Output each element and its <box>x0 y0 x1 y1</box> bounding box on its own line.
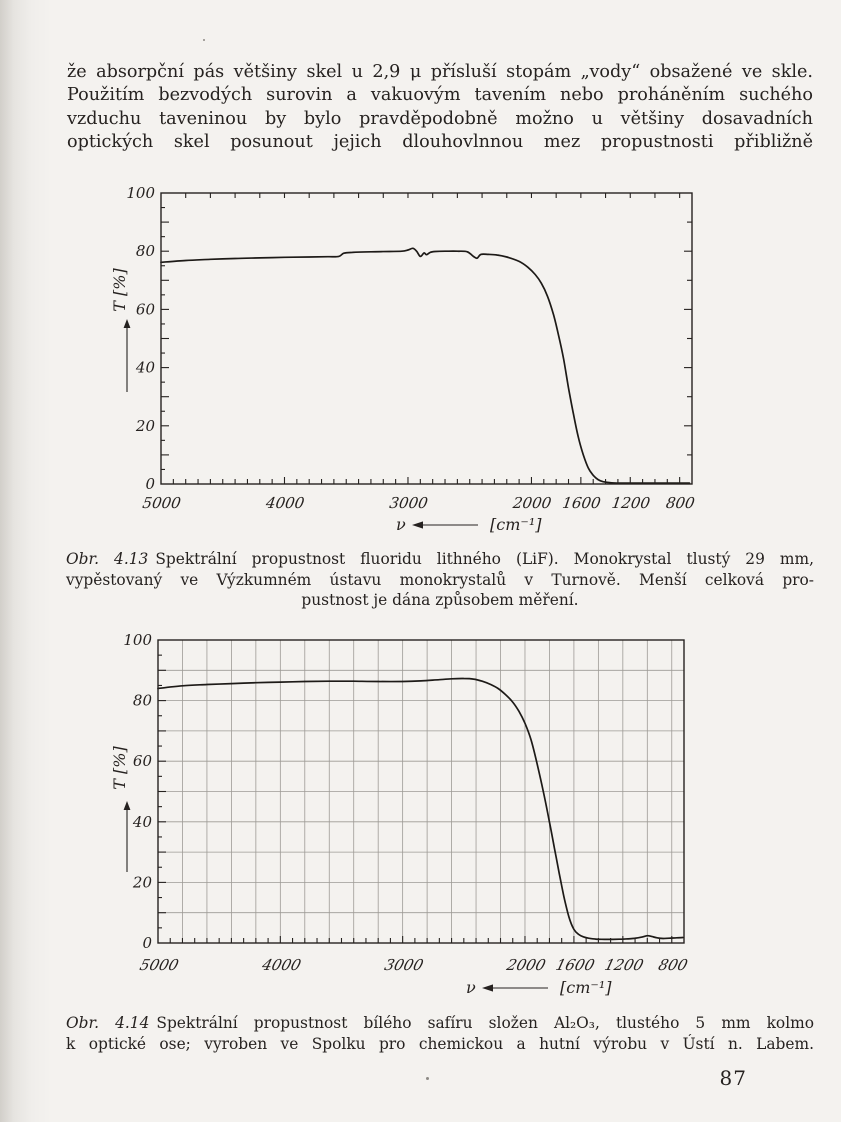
y-tick-label: 40 <box>135 358 155 377</box>
figure-4-13-caption <box>66 549 814 611</box>
x-tick-labels <box>141 494 696 512</box>
plot-frame <box>161 193 692 484</box>
x-tick-label: 1600 <box>553 956 597 974</box>
y-tick-label: 80 <box>132 691 152 710</box>
figure-4-14-chart <box>95 625 735 1007</box>
figure-label: Obr. 4.13 <box>66 550 149 568</box>
unit-label: [cm⁻¹] <box>560 978 612 997</box>
y-tick-label: 20 <box>132 873 152 892</box>
left-arrow-head-icon <box>482 984 493 991</box>
body-paragraph <box>67 61 813 155</box>
y-tick-label: 0 <box>142 934 152 952</box>
x-tick-label: 800 <box>656 956 690 974</box>
y-tick-label: 40 <box>132 812 152 831</box>
caption-line <box>66 549 814 570</box>
unit-label: [cm⁻¹] <box>490 515 542 534</box>
figure-label: Obr. 4.14 <box>66 1014 150 1032</box>
x-axis-title <box>396 515 542 534</box>
x-tick-label: 5000 <box>141 494 183 512</box>
y-axis-title <box>110 268 130 392</box>
grid <box>158 640 684 943</box>
curve-chart2 <box>158 678 683 939</box>
page-spine-shadow <box>0 0 52 1122</box>
figure-4-14-caption <box>66 1013 814 1054</box>
nu-label: ν <box>396 515 406 534</box>
left-arrow-head-icon <box>412 521 423 528</box>
series-curve <box>158 678 683 939</box>
x-tick-label: 4000 <box>260 956 303 974</box>
paragraph-line: vzduchu taveninou by bylo pravděpodobně možno u většiny dosavadních <box>67 108 813 129</box>
x-tick-label: 2000 <box>511 494 553 512</box>
axis-ticks <box>161 193 692 484</box>
paragraph-line: optických skel posunout jejich dlouhovlnnou mez propustnosti přibližně <box>67 132 813 153</box>
y-tick-label: 60 <box>132 752 152 771</box>
y-axis-label: T [%] <box>110 746 129 790</box>
x-tick-label: 4000 <box>264 494 306 512</box>
up-arrow-head-icon <box>124 801 131 810</box>
nu-label: ν <box>466 978 476 997</box>
x-tick-label: 2000 <box>504 956 548 974</box>
y-tick-label: 0 <box>145 475 155 493</box>
series-curve <box>161 248 690 483</box>
x-tick-label: 5000 <box>137 956 181 974</box>
x-tick-label: 3000 <box>382 956 426 974</box>
caption-line: vypěstovaný ve Výzkumném ústavu monokrystalů v Turnově. Menší celková pro- <box>66 570 814 589</box>
scan-artifact <box>203 39 205 41</box>
y-tick-label: 100 <box>126 184 155 202</box>
y-tick-label: 60 <box>135 300 155 319</box>
x-tick-label: 3000 <box>388 494 430 512</box>
paragraph-line: že absorpční pás většiny skel u 2,9 μ přísluší stopám „vody“ obsažené ve skle. <box>67 62 813 82</box>
y-tick-label: 80 <box>135 242 155 261</box>
y-tick-label: 100 <box>123 631 152 649</box>
caption-line: pustnost je dána způsobem měření. <box>301 591 579 610</box>
y-tick-labels <box>123 631 152 952</box>
up-arrow-head-icon <box>124 319 131 328</box>
x-tick-label: 1600 <box>561 494 602 512</box>
x-tick-label: 1200 <box>602 956 646 974</box>
caption-line <box>66 1013 814 1034</box>
y-tick-label: 20 <box>135 416 155 435</box>
x-tick-labels <box>138 956 690 974</box>
x-axis-title <box>466 978 612 997</box>
y-tick-labels <box>126 184 155 493</box>
x-tick-label: 800 <box>664 494 696 512</box>
curve-chart1 <box>161 248 690 483</box>
paragraph-line: Použitím bezvodých surovin a vakuovým tavením nebo proháněním suchého <box>67 85 813 106</box>
caption-text: Spektrální propustnost fluoridu lithného (LiF). Monokrystal tlustý 29 mm, <box>155 550 814 568</box>
y-axis-label: T [%] <box>110 268 129 312</box>
x-tick-label: 1200 <box>610 494 652 512</box>
caption-text: Spektrální propustnost bílého safíru složen Al₂O₃, tlustého 5 mm kolmo <box>156 1014 814 1032</box>
page-number: 87 <box>719 1066 747 1090</box>
caption-line: k optické ose; vyroben ve Spolku pro chemickou a hutní výrobu v Ústí n. Labem. <box>66 1034 814 1053</box>
axis-ticks <box>158 655 672 943</box>
scan-artifact <box>426 1077 429 1080</box>
y-axis-title <box>110 746 130 872</box>
figure-4-13-chart <box>95 178 735 540</box>
